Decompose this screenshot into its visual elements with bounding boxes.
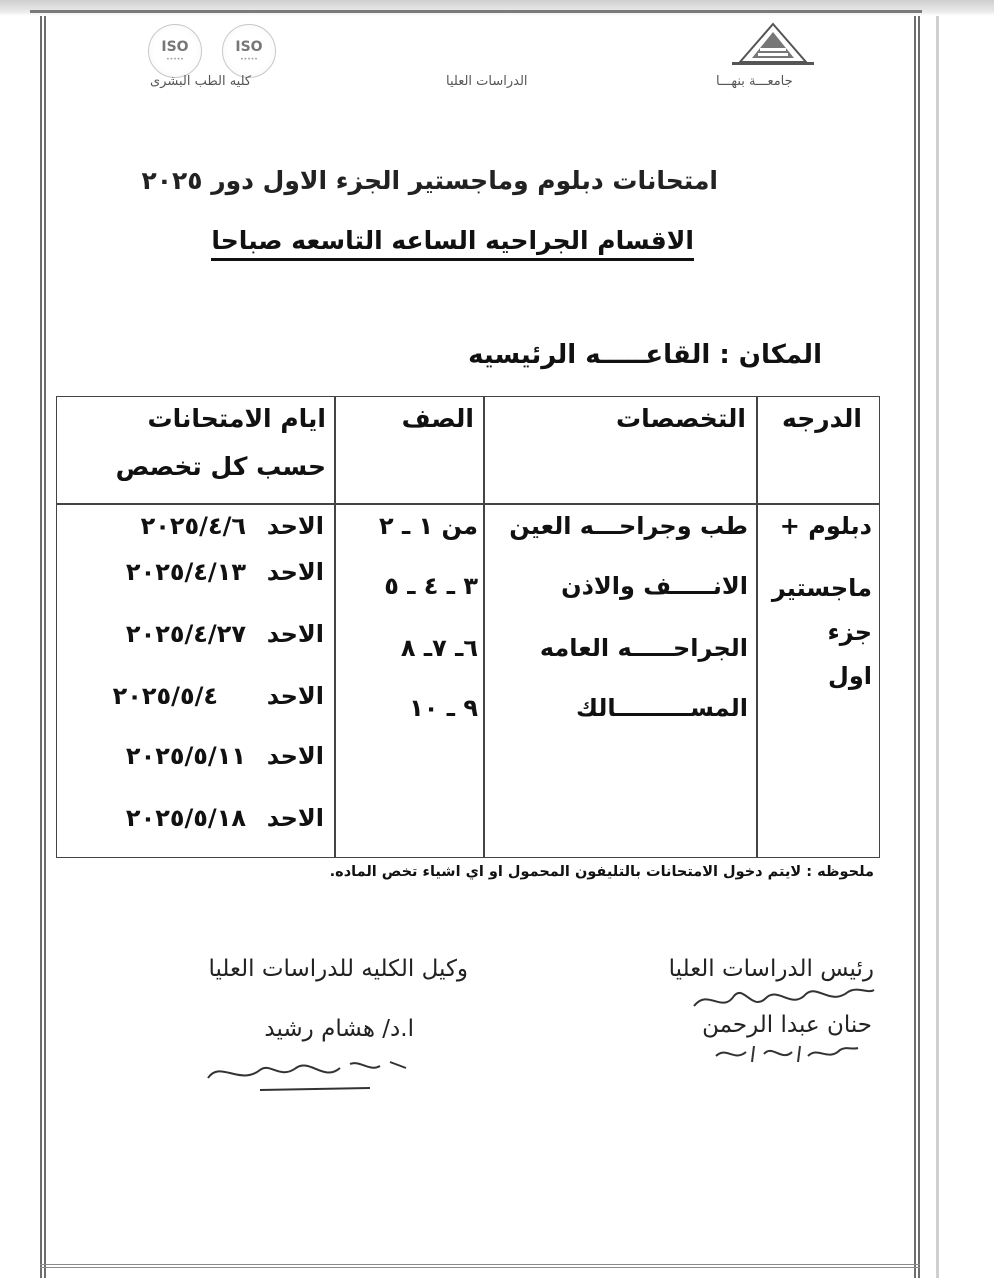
specialty-cell: المســـــــــالك: [576, 694, 748, 722]
header-exam-days: ايام الامتحانات: [147, 404, 326, 433]
handwritten-date-icon: [712, 1040, 862, 1066]
handwritten-signature-icon: [200, 1050, 420, 1096]
degree-line: دبلوم +: [779, 512, 872, 540]
header-specialties: التخصصات: [616, 404, 746, 433]
grade-cell: ٩ ـ ١٠: [409, 694, 478, 722]
degree-line: ماجستير: [771, 574, 872, 602]
grade-cell: من ١ ـ ٢: [378, 512, 478, 540]
scan-edge: [936, 16, 939, 1278]
table-divider: [334, 396, 336, 858]
header-degree: الدرجه: [782, 404, 862, 433]
header-grade: الصف: [401, 404, 474, 433]
grade-cell: ٦ـ ٧ـ ٨: [400, 634, 478, 662]
exam-date: ٢٠٢٥/٥/١١: [125, 742, 246, 770]
exam-date: ٢٠٢٥/٥/٤: [112, 682, 218, 710]
exam-date: ٢٠٢٥/٤/٦: [140, 512, 246, 540]
signatory-name-left: ا.د/ هشام رشيد: [264, 1016, 414, 1042]
iso-certification-seal: ISO •••••: [222, 24, 276, 78]
signatory-name-right: حنان عبدا الرحمن: [702, 1012, 872, 1038]
table-divider: [483, 396, 485, 858]
signatory-title-left: وكيل الكليه للدراسات العليا: [208, 956, 468, 982]
exam-date: ٢٠٢٥/٥/١٨: [125, 804, 246, 832]
grade-cell: ٣ ـ ٤ ـ ٥: [384, 572, 478, 600]
page-border-top: [30, 4, 922, 13]
iso-certification-seal: ISO •••••: [148, 24, 202, 78]
university-name: جامعـــة بنهـــا: [716, 74, 793, 89]
specialty-cell: الجراحـــــه العامه: [539, 634, 748, 662]
exam-day: الاحد: [266, 804, 324, 832]
exam-day: الاحد: [266, 682, 324, 710]
exam-date: ٢٠٢٥/٤/١٣: [125, 558, 246, 586]
specialty-cell: طب وجراحـــه العين: [509, 512, 748, 540]
exam-day: الاحد: [266, 512, 324, 540]
exam-note: ملحوظه : لايتم دخول الامتحانات بالتليفون المحمول او اي اشياء تخص الماده.: [329, 864, 874, 880]
exam-day: الاحد: [266, 558, 324, 586]
degree-line: اول: [828, 662, 872, 690]
table-divider: [756, 396, 758, 858]
exam-subtitle: الاقسام الجراحيه الساعه التاسعه صباحا: [211, 226, 694, 261]
exam-location: المكان : القاعـــــه الرئيسيه: [468, 340, 822, 370]
exam-day: الاحد: [266, 620, 324, 648]
university-logo-icon: [728, 22, 818, 68]
degree-line: جزء: [827, 618, 872, 646]
specialty-cell: الانـــــف والاذن: [561, 572, 748, 600]
header-exam-days-sub: حسب كل تخصص: [115, 452, 326, 481]
exam-title: امتحانات دبلوم وماجستير الجزء الاول دور ٢٠٢٥: [141, 166, 718, 195]
page-border-bottom: [40, 1264, 920, 1278]
faculty-name: كليه الطب البشرى: [150, 74, 252, 89]
exam-day: الاحد: [266, 742, 324, 770]
department-name: الدراسات العليا: [446, 74, 528, 89]
signatory-title-right: رئيس الدراسات العليا: [668, 956, 874, 982]
table-header-divider: [56, 503, 880, 505]
exam-date: ٢٠٢٥/٤/٢٧: [125, 620, 246, 648]
